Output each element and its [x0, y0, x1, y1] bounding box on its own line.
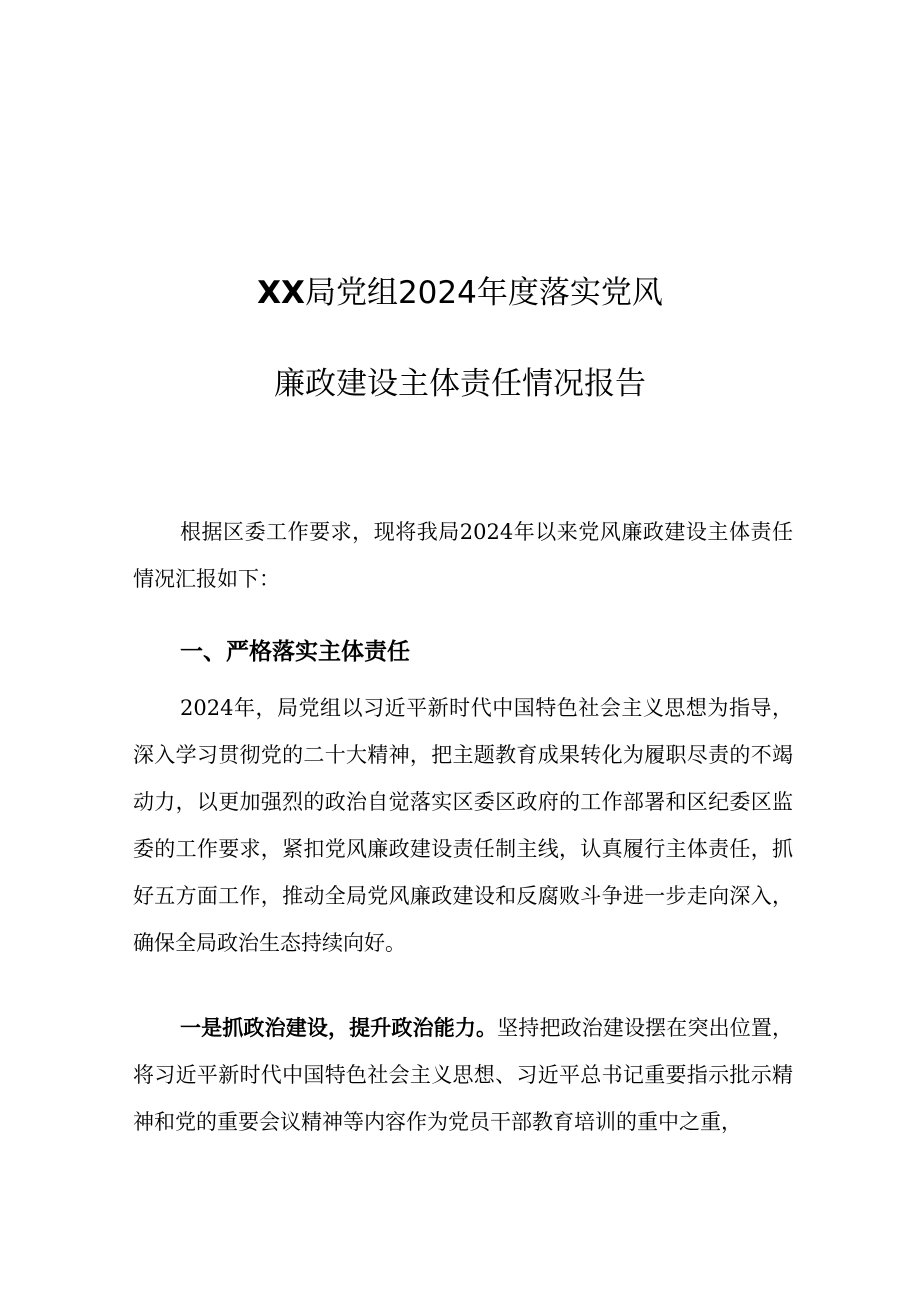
- section-1-heading: 一、严格落实主体责任: [180, 639, 410, 665]
- point-1-body: 坚持把政治建设摆在突出位置，将习近平新时代中国特色社会主义思想、习近平总书记重要指示批示精神和党的重要会议精神等内容作为党员干部教育培训的重中之重，: [133, 1016, 794, 1134]
- document-title-line-1: [0, 273, 920, 313]
- point-1-lead: 一是抓政治建设，提升政治能力。: [180, 1015, 498, 1040]
- intro-paragraph: 根据区委工作要求，现将我局2024年以来党风廉政建设主体责任情况汇报如下：: [133, 520, 793, 591]
- section-1-paragraph: 2024年，局党组以习近平新时代中国特色社会主义思想为指导，深入学习贯彻党的二十大精神，把主题教育成果转化为履职尽责的不竭动力，以更加强烈的政治自觉落实区委区政府的工作部署和区纪委区监委的工作要求，紧扣党风廉政建设责任制主线，认真履行主体责任，抓好五方面工作，推动全局党风廉政建设和反腐败斗争进一步走向深入，确保全局政治生态持续向好。: [133, 696, 793, 955]
- document-title-line-2: 廉政建设主体责任情况报告: [274, 366, 646, 402]
- point-1-paragraph: [133, 1004, 793, 1146]
- title-prefix: XX: [257, 275, 305, 311]
- title-line-1-text: 局党组2024年度落实党风: [304, 275, 663, 311]
